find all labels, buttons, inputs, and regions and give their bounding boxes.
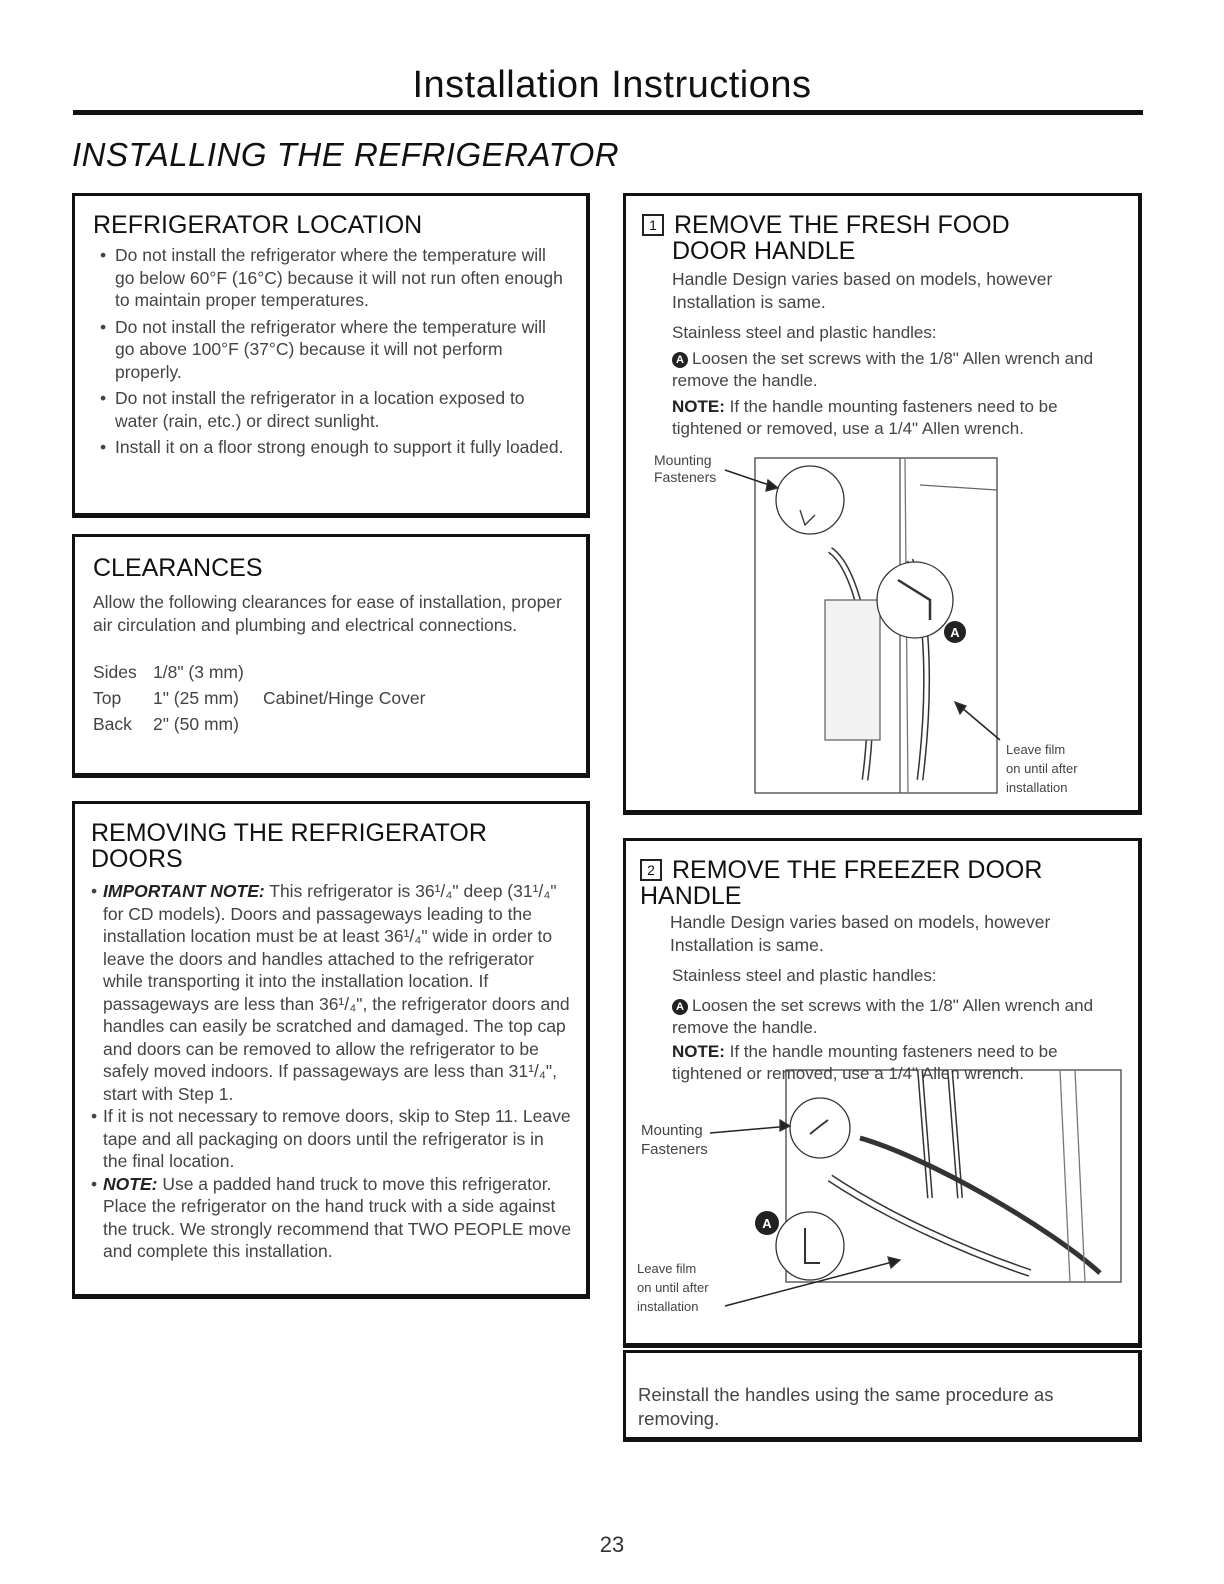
step1-title-line1: REMOVE THE FRESH FOOD: [674, 211, 1010, 239]
step1-sub: Stainless steel and plastic handles:: [672, 323, 937, 342]
clearance-side: Top: [93, 688, 122, 708]
label-line: installation: [1006, 780, 1068, 795]
clearances-box: [72, 534, 590, 778]
label-line: Fasteners: [654, 469, 717, 485]
instruction-text: Loosen the set screws with the 1/8" Allen wrench and remove the handle.: [672, 349, 1094, 390]
note-text: Use a padded hand truck to move this refrigerator. Place the refrigerator on the hand truck with a side against the truck. We strongly recommend that TWO PEOPLE move and complete this installation.: [103, 1173, 572, 1261]
label-line: on until after: [1006, 761, 1078, 776]
header-rule: [73, 110, 1143, 115]
step1-note: [642, 396, 1122, 440]
note-label: NOTE:: [103, 1173, 158, 1194]
clearance-value: 2" (50 mm): [153, 714, 239, 734]
label-line: installation: [637, 1299, 699, 1314]
marker-a: A: [672, 999, 688, 1015]
important-note-text: This refrigerator is 36¹/₄" deep (31¹/₄" for CD models). Doors and passageways leading to the installation location must be at least 36¹/₄" wide in order to leave the doors and handles attached to the refrigerator while transporting it into the installation location. If passageways are less than 36¹/₄", the refrigerator doors and handles can easily be scratched and damaged. The top cap and doors can be removed to allow the refrigerator to be safely moved indoors. If passageways are less than 31¹/₄", start with Step 1.: [103, 881, 570, 1104]
clearances-intro: Allow the following clearances for ease of installation, proper air circulation and plumbing and electrical connections.: [93, 592, 562, 635]
doors-title: REMOVING THE REFRIGERATOR DOORS: [91, 819, 487, 873]
list-item: • Do not install the refrigerator where the temperature will go above 100°F (37°C) because it will not perform properly.: [93, 316, 568, 384]
label-line: Leave film: [637, 1261, 697, 1276]
doors-important-note: [91, 880, 572, 1105]
list-item: • Do not install the refrigerator in a location exposed to water (rain, etc.) or direct sunlight.: [93, 387, 568, 432]
step2-title-text: REMOVE THE FREEZER DOOR HANDLE: [640, 856, 1043, 910]
note-text: If the handle mounting fasteners need to be tightened or removed, use a 1/4" Allen wrench.: [672, 397, 1058, 438]
page-number: 23: [599, 1532, 625, 1557]
step2-title: [640, 857, 1126, 909]
location-box: [72, 193, 590, 518]
fig2-mounting-label: [641, 1121, 708, 1159]
step1-intro: Handle Design varies based on models, however Installation is same.: [672, 269, 1053, 312]
clearance-note: Cabinet/Hinge Cover: [263, 688, 426, 708]
table-row: [93, 685, 568, 711]
location-title: REFRIGERATOR LOCATION: [93, 211, 423, 239]
step2-instruction: [640, 995, 1126, 1039]
label-line: Leave film: [1006, 742, 1066, 757]
step1-title-line2: DOOR HANDLE: [672, 237, 856, 265]
list-item: • Do not install the refrigerator where the temperature will go below 60°F (16°C) because it will not run often enough to maintain proper temperatures.: [93, 244, 568, 312]
step2-intro: Handle Design varies based on models, however Installation is same.: [670, 912, 1051, 955]
fig1-film-label: [1006, 740, 1078, 797]
clearance-value: 1/8" (3 mm): [153, 662, 244, 682]
svg-text:A: A: [950, 625, 960, 640]
step-number: 2: [640, 859, 662, 881]
doors-hand-truck-note: [91, 1173, 572, 1263]
note-label: NOTE:: [672, 397, 725, 416]
doors-skip-note: • If it is not necessary to remove doors, skip to Step 11. Leave tape and all packaging on doors until the refrigerator is in the final location.: [91, 1105, 572, 1173]
doors-box: [72, 801, 590, 1299]
location-list: [93, 244, 568, 459]
label-line: Fasteners: [641, 1141, 708, 1158]
step-number: 1: [642, 214, 664, 236]
note-label: NOTE:: [672, 1042, 725, 1061]
step1-instruction: [642, 348, 1122, 392]
reinstall-text: Reinstall the handles using the same procedure as removing.: [638, 1384, 1054, 1429]
label-line: Mounting: [654, 452, 712, 468]
instruction-text: Loosen the set screws with the 1/8" Allen wrench and remove the handle.: [672, 996, 1094, 1037]
clearance-side: Sides: [93, 662, 137, 682]
step2-sub: Stainless steel and plastic handles:: [672, 966, 937, 985]
page-header-title: Installation Instructions: [412, 64, 812, 106]
clearances-table: [93, 659, 568, 737]
marker-a: A: [672, 352, 688, 368]
table-row: [93, 711, 568, 737]
clearance-side: Back: [93, 714, 132, 734]
list-item: • Install it on a floor strong enough to support it fully loaded.: [93, 436, 568, 459]
label-line: Mounting: [641, 1122, 703, 1139]
label-line: on until after: [637, 1280, 709, 1295]
fig2-film-label: [637, 1259, 709, 1316]
svg-text:A: A: [762, 1216, 772, 1231]
section-title: INSTALLING THE REFRIGERATOR: [72, 136, 620, 173]
fig1-mounting-label: [654, 452, 716, 486]
important-note-label: IMPORTANT NOTE:: [103, 881, 265, 901]
table-row: [93, 659, 568, 685]
note-text: If the handle mounting fasteners need to be tightened or removed, use a 1/4" Allen wrench.: [672, 1042, 1058, 1083]
step1-title: [642, 212, 1122, 238]
clearances-title: CLEARANCES: [93, 554, 263, 582]
reinstall-box: [623, 1350, 1142, 1442]
clearance-value: 1" (25 mm): [153, 688, 239, 708]
